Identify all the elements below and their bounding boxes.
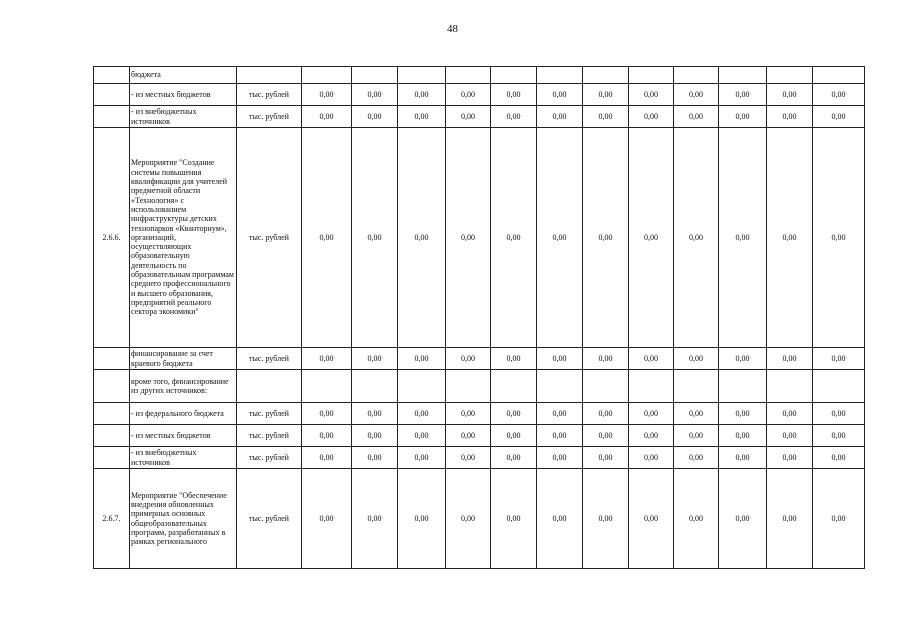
value-cell: 0,00 (583, 469, 629, 569)
value-cell: 0,00 (629, 447, 674, 469)
value-cell (719, 67, 767, 84)
value-cell (352, 67, 398, 84)
item-description: бюджета (130, 67, 237, 84)
value-cell: 0,00 (398, 106, 446, 128)
value-cell (302, 67, 352, 84)
value-cell: 0,00 (302, 348, 352, 370)
table-row (94, 348, 865, 370)
value-cell: 0,00 (352, 128, 398, 348)
value-cell: 0,00 (302, 403, 352, 425)
unit-cell (237, 67, 302, 84)
value-cell: 0,00 (302, 447, 352, 469)
value-cell: 0,00 (767, 106, 813, 128)
value-cell: 0,00 (302, 425, 352, 447)
value-cell (491, 370, 537, 403)
value-cell: 0,00 (719, 425, 767, 447)
item-description: - из внебюджетных источников (130, 106, 237, 128)
item-number: 2.6.6. (94, 128, 130, 348)
table-row (94, 370, 865, 403)
value-cell: 0,00 (813, 128, 865, 348)
value-cell: 0,00 (629, 128, 674, 348)
value-cell: 0,00 (491, 469, 537, 569)
value-cell: 0,00 (446, 425, 491, 447)
value-cell: 0,00 (398, 348, 446, 370)
table-row (94, 469, 865, 569)
value-cell: 0,00 (302, 84, 352, 106)
value-cell: 0,00 (629, 469, 674, 569)
table-row (94, 403, 865, 425)
item-description: Мероприятие "Обеспечение внедрения обновленных примерных основных общеобразовательных программ, разработанных в рамках регионального (130, 469, 237, 569)
item-number (94, 84, 130, 106)
value-cell (446, 67, 491, 84)
value-cell (537, 370, 583, 403)
value-cell: 0,00 (352, 425, 398, 447)
value-cell: 0,00 (398, 447, 446, 469)
value-cell: 0,00 (813, 425, 865, 447)
value-cell (629, 67, 674, 84)
item-number (94, 67, 130, 84)
table-row (94, 67, 865, 84)
value-cell (813, 370, 865, 403)
value-cell (583, 67, 629, 84)
value-cell (674, 370, 719, 403)
value-cell (537, 67, 583, 84)
value-cell: 0,00 (674, 84, 719, 106)
value-cell: 0,00 (398, 128, 446, 348)
value-cell: 0,00 (398, 425, 446, 447)
value-cell: 0,00 (491, 128, 537, 348)
item-description: кроме того, финансирование из других источников: (130, 370, 237, 403)
value-cell: 0,00 (674, 128, 719, 348)
value-cell: 0,00 (674, 469, 719, 569)
value-cell: 0,00 (719, 447, 767, 469)
item-description: - из местных бюджетов (130, 84, 237, 106)
value-cell: 0,00 (674, 403, 719, 425)
value-cell (583, 370, 629, 403)
table-row (94, 425, 865, 447)
value-cell: 0,00 (813, 84, 865, 106)
value-cell: 0,00 (583, 447, 629, 469)
value-cell: 0,00 (302, 128, 352, 348)
table-row (94, 106, 865, 128)
item-number (94, 447, 130, 469)
value-cell: 0,00 (352, 84, 398, 106)
value-cell (352, 370, 398, 403)
item-number (94, 425, 130, 447)
value-cell: 0,00 (537, 403, 583, 425)
value-cell: 0,00 (446, 348, 491, 370)
value-cell: 0,00 (767, 403, 813, 425)
value-cell: 0,00 (719, 84, 767, 106)
unit-cell: тыс. рублей (237, 84, 302, 106)
value-cell: 0,00 (446, 403, 491, 425)
unit-cell: тыс. рублей (237, 469, 302, 569)
table-row (94, 128, 865, 348)
value-cell: 0,00 (491, 403, 537, 425)
unit-cell: тыс. рублей (237, 348, 302, 370)
value-cell: 0,00 (583, 106, 629, 128)
value-cell: 0,00 (674, 447, 719, 469)
value-cell: 0,00 (491, 425, 537, 447)
unit-cell: тыс. рублей (237, 425, 302, 447)
value-cell: 0,00 (398, 84, 446, 106)
item-description: - из местных бюджетов (130, 425, 237, 447)
value-cell: 0,00 (446, 106, 491, 128)
item-number (94, 106, 130, 128)
value-cell: 0,00 (629, 425, 674, 447)
value-cell: 0,00 (629, 106, 674, 128)
item-number (94, 403, 130, 425)
value-cell: 0,00 (813, 106, 865, 128)
value-cell: 0,00 (583, 84, 629, 106)
value-cell: 0,00 (398, 403, 446, 425)
value-cell: 0,00 (491, 447, 537, 469)
value-cell: 0,00 (674, 348, 719, 370)
value-cell: 0,00 (537, 84, 583, 106)
unit-cell (237, 370, 302, 403)
table-row (94, 84, 865, 106)
value-cell: 0,00 (537, 348, 583, 370)
value-cell: 0,00 (767, 84, 813, 106)
value-cell: 0,00 (491, 84, 537, 106)
value-cell: 0,00 (674, 425, 719, 447)
value-cell (302, 370, 352, 403)
item-number (94, 370, 130, 403)
value-cell (674, 67, 719, 84)
value-cell: 0,00 (629, 84, 674, 106)
value-cell: 0,00 (446, 84, 491, 106)
value-cell: 0,00 (537, 469, 583, 569)
item-description: Мероприятие "Создание системы повышения квалификации для учителей предметной области «Технология» с использованием инфраструктуры детских технопарков «Кванториум», организаций, осуществляющих образовательную деятельность по образовательным программам среднего профессионального и высшего образования, предприятий реального сектора экономики" (130, 128, 237, 348)
value-cell: 0,00 (398, 469, 446, 569)
value-cell: 0,00 (767, 128, 813, 348)
item-description: - из внебюджетных источников (130, 447, 237, 469)
value-cell: 0,00 (629, 348, 674, 370)
value-cell: 0,00 (813, 348, 865, 370)
value-cell: 0,00 (767, 469, 813, 569)
value-cell (398, 370, 446, 403)
value-cell: 0,00 (537, 447, 583, 469)
value-cell: 0,00 (813, 469, 865, 569)
unit-cell: тыс. рублей (237, 403, 302, 425)
value-cell: 0,00 (352, 106, 398, 128)
value-cell: 0,00 (629, 403, 674, 425)
value-cell: 0,00 (302, 469, 352, 569)
unit-cell: тыс. рублей (237, 447, 302, 469)
item-number (94, 348, 130, 370)
table-row (94, 447, 865, 469)
value-cell: 0,00 (352, 447, 398, 469)
value-cell: 0,00 (719, 403, 767, 425)
value-cell (491, 67, 537, 84)
value-cell (813, 67, 865, 84)
item-number: 2.6.7. (94, 469, 130, 569)
value-cell: 0,00 (719, 106, 767, 128)
value-cell (446, 370, 491, 403)
value-cell: 0,00 (674, 106, 719, 128)
value-cell: 0,00 (352, 403, 398, 425)
value-cell: 0,00 (767, 447, 813, 469)
budget-table (93, 66, 865, 569)
value-cell (719, 370, 767, 403)
value-cell: 0,00 (767, 348, 813, 370)
unit-cell: тыс. рублей (237, 128, 302, 348)
item-description: финансирование за счет краевого бюджета (130, 348, 237, 370)
value-cell: 0,00 (719, 469, 767, 569)
value-cell: 0,00 (302, 106, 352, 128)
value-cell (767, 370, 813, 403)
value-cell: 0,00 (719, 348, 767, 370)
value-cell: 0,00 (446, 447, 491, 469)
value-cell: 0,00 (719, 128, 767, 348)
value-cell: 0,00 (583, 425, 629, 447)
value-cell (629, 370, 674, 403)
value-cell: 0,00 (352, 348, 398, 370)
value-cell: 0,00 (767, 425, 813, 447)
value-cell (767, 67, 813, 84)
value-cell (398, 67, 446, 84)
value-cell: 0,00 (537, 128, 583, 348)
value-cell: 0,00 (813, 447, 865, 469)
unit-cell: тыс. рублей (237, 106, 302, 128)
value-cell: 0,00 (352, 469, 398, 569)
value-cell: 0,00 (583, 348, 629, 370)
value-cell: 0,00 (446, 128, 491, 348)
item-description: - из федерального бюджета (130, 403, 237, 425)
value-cell: 0,00 (537, 106, 583, 128)
value-cell: 0,00 (446, 469, 491, 569)
value-cell: 0,00 (537, 425, 583, 447)
value-cell: 0,00 (583, 128, 629, 348)
value-cell: 0,00 (583, 403, 629, 425)
value-cell: 0,00 (491, 348, 537, 370)
value-cell: 0,00 (491, 106, 537, 128)
value-cell: 0,00 (813, 403, 865, 425)
page-number: 48 (447, 23, 458, 35)
